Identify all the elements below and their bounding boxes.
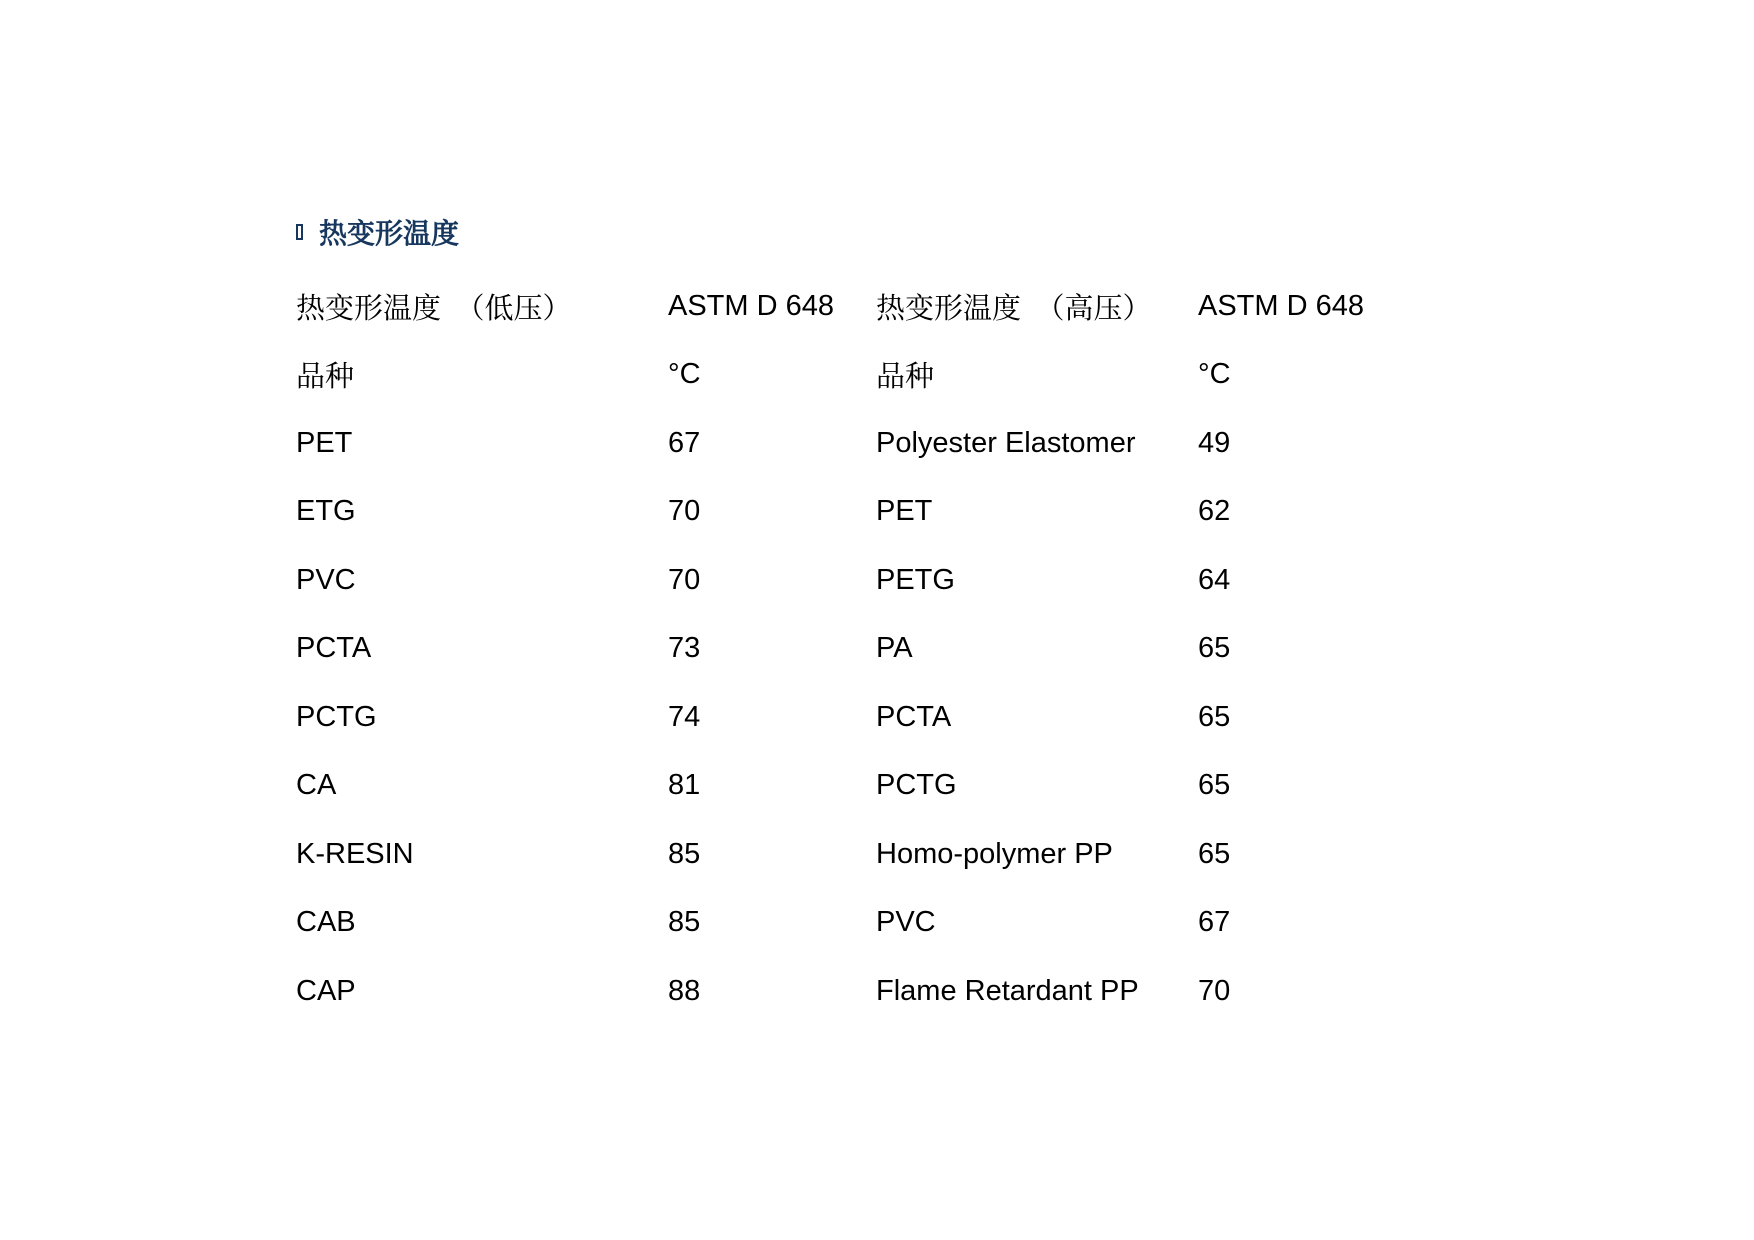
header-cell: ASTM D 648 <box>1198 289 1364 322</box>
value-high: 64 <box>1198 563 1231 596</box>
material-low: PCTG <box>296 700 377 733</box>
table-row <box>296 889 1398 958</box>
table-row <box>296 546 1398 615</box>
table-row <box>296 409 1398 478</box>
material-high: Flame Retardant PP <box>876 974 1139 1007</box>
table-subheader-row <box>296 341 1398 410</box>
table-row <box>296 752 1398 821</box>
value-low: 70 <box>668 563 701 596</box>
material-low: CA <box>296 769 337 802</box>
value-low: 73 <box>668 632 701 665</box>
material-high: PETG <box>876 563 955 596</box>
material-low: PCTA <box>296 632 372 665</box>
header-cell: 热变形温度 （低压） <box>296 290 572 325</box>
table-row <box>296 615 1398 684</box>
material-high: PCTG <box>876 769 957 802</box>
material-low: PET <box>296 426 353 459</box>
value-low: 88 <box>668 974 701 1007</box>
value-low: 70 <box>668 495 701 528</box>
value-high: 65 <box>1198 769 1231 802</box>
material-high: PCTA <box>876 700 952 733</box>
table-row <box>296 957 1398 1026</box>
subheader-cell: °C <box>668 358 701 391</box>
value-low: 74 <box>668 700 701 733</box>
heat-deflection-table <box>296 272 1398 1026</box>
subheader-cell: °C <box>1198 358 1231 391</box>
subheader-cell: 品种 <box>296 359 355 394</box>
subheader-cell: 品种 <box>876 359 935 394</box>
value-high: 70 <box>1198 974 1231 1007</box>
material-low: ETG <box>296 495 356 528</box>
value-high: 65 <box>1198 632 1231 665</box>
header-cell: ASTM D 648 <box>668 289 834 322</box>
value-high: 67 <box>1198 906 1231 939</box>
value-high: 65 <box>1198 837 1231 870</box>
value-high: 62 <box>1198 495 1231 528</box>
material-high: PET <box>876 495 933 528</box>
material-low: CAB <box>296 906 356 939</box>
table-row <box>296 478 1398 547</box>
table-header-row <box>296 272 1398 341</box>
material-low: PVC <box>296 563 356 596</box>
material-high: PVC <box>876 906 936 939</box>
material-high: Homo-polymer PP <box>876 837 1113 870</box>
value-high: 49 <box>1198 426 1231 459</box>
section-heading <box>296 212 459 252</box>
value-low: 81 <box>668 769 701 802</box>
value-high: 65 <box>1198 700 1231 733</box>
table-row <box>296 683 1398 752</box>
section-title: 热变形温度 <box>319 217 460 250</box>
value-low: 67 <box>668 426 701 459</box>
bullet-icon <box>296 224 303 240</box>
material-high: Polyester Elastomer <box>876 426 1136 459</box>
table-row <box>296 820 1398 889</box>
header-cell: 热变形温度 （高压） <box>876 290 1152 325</box>
material-low: K-RESIN <box>296 837 414 870</box>
material-high: PA <box>876 632 913 665</box>
value-low: 85 <box>668 906 701 939</box>
value-low: 85 <box>668 837 701 870</box>
material-low: CAP <box>296 974 356 1007</box>
